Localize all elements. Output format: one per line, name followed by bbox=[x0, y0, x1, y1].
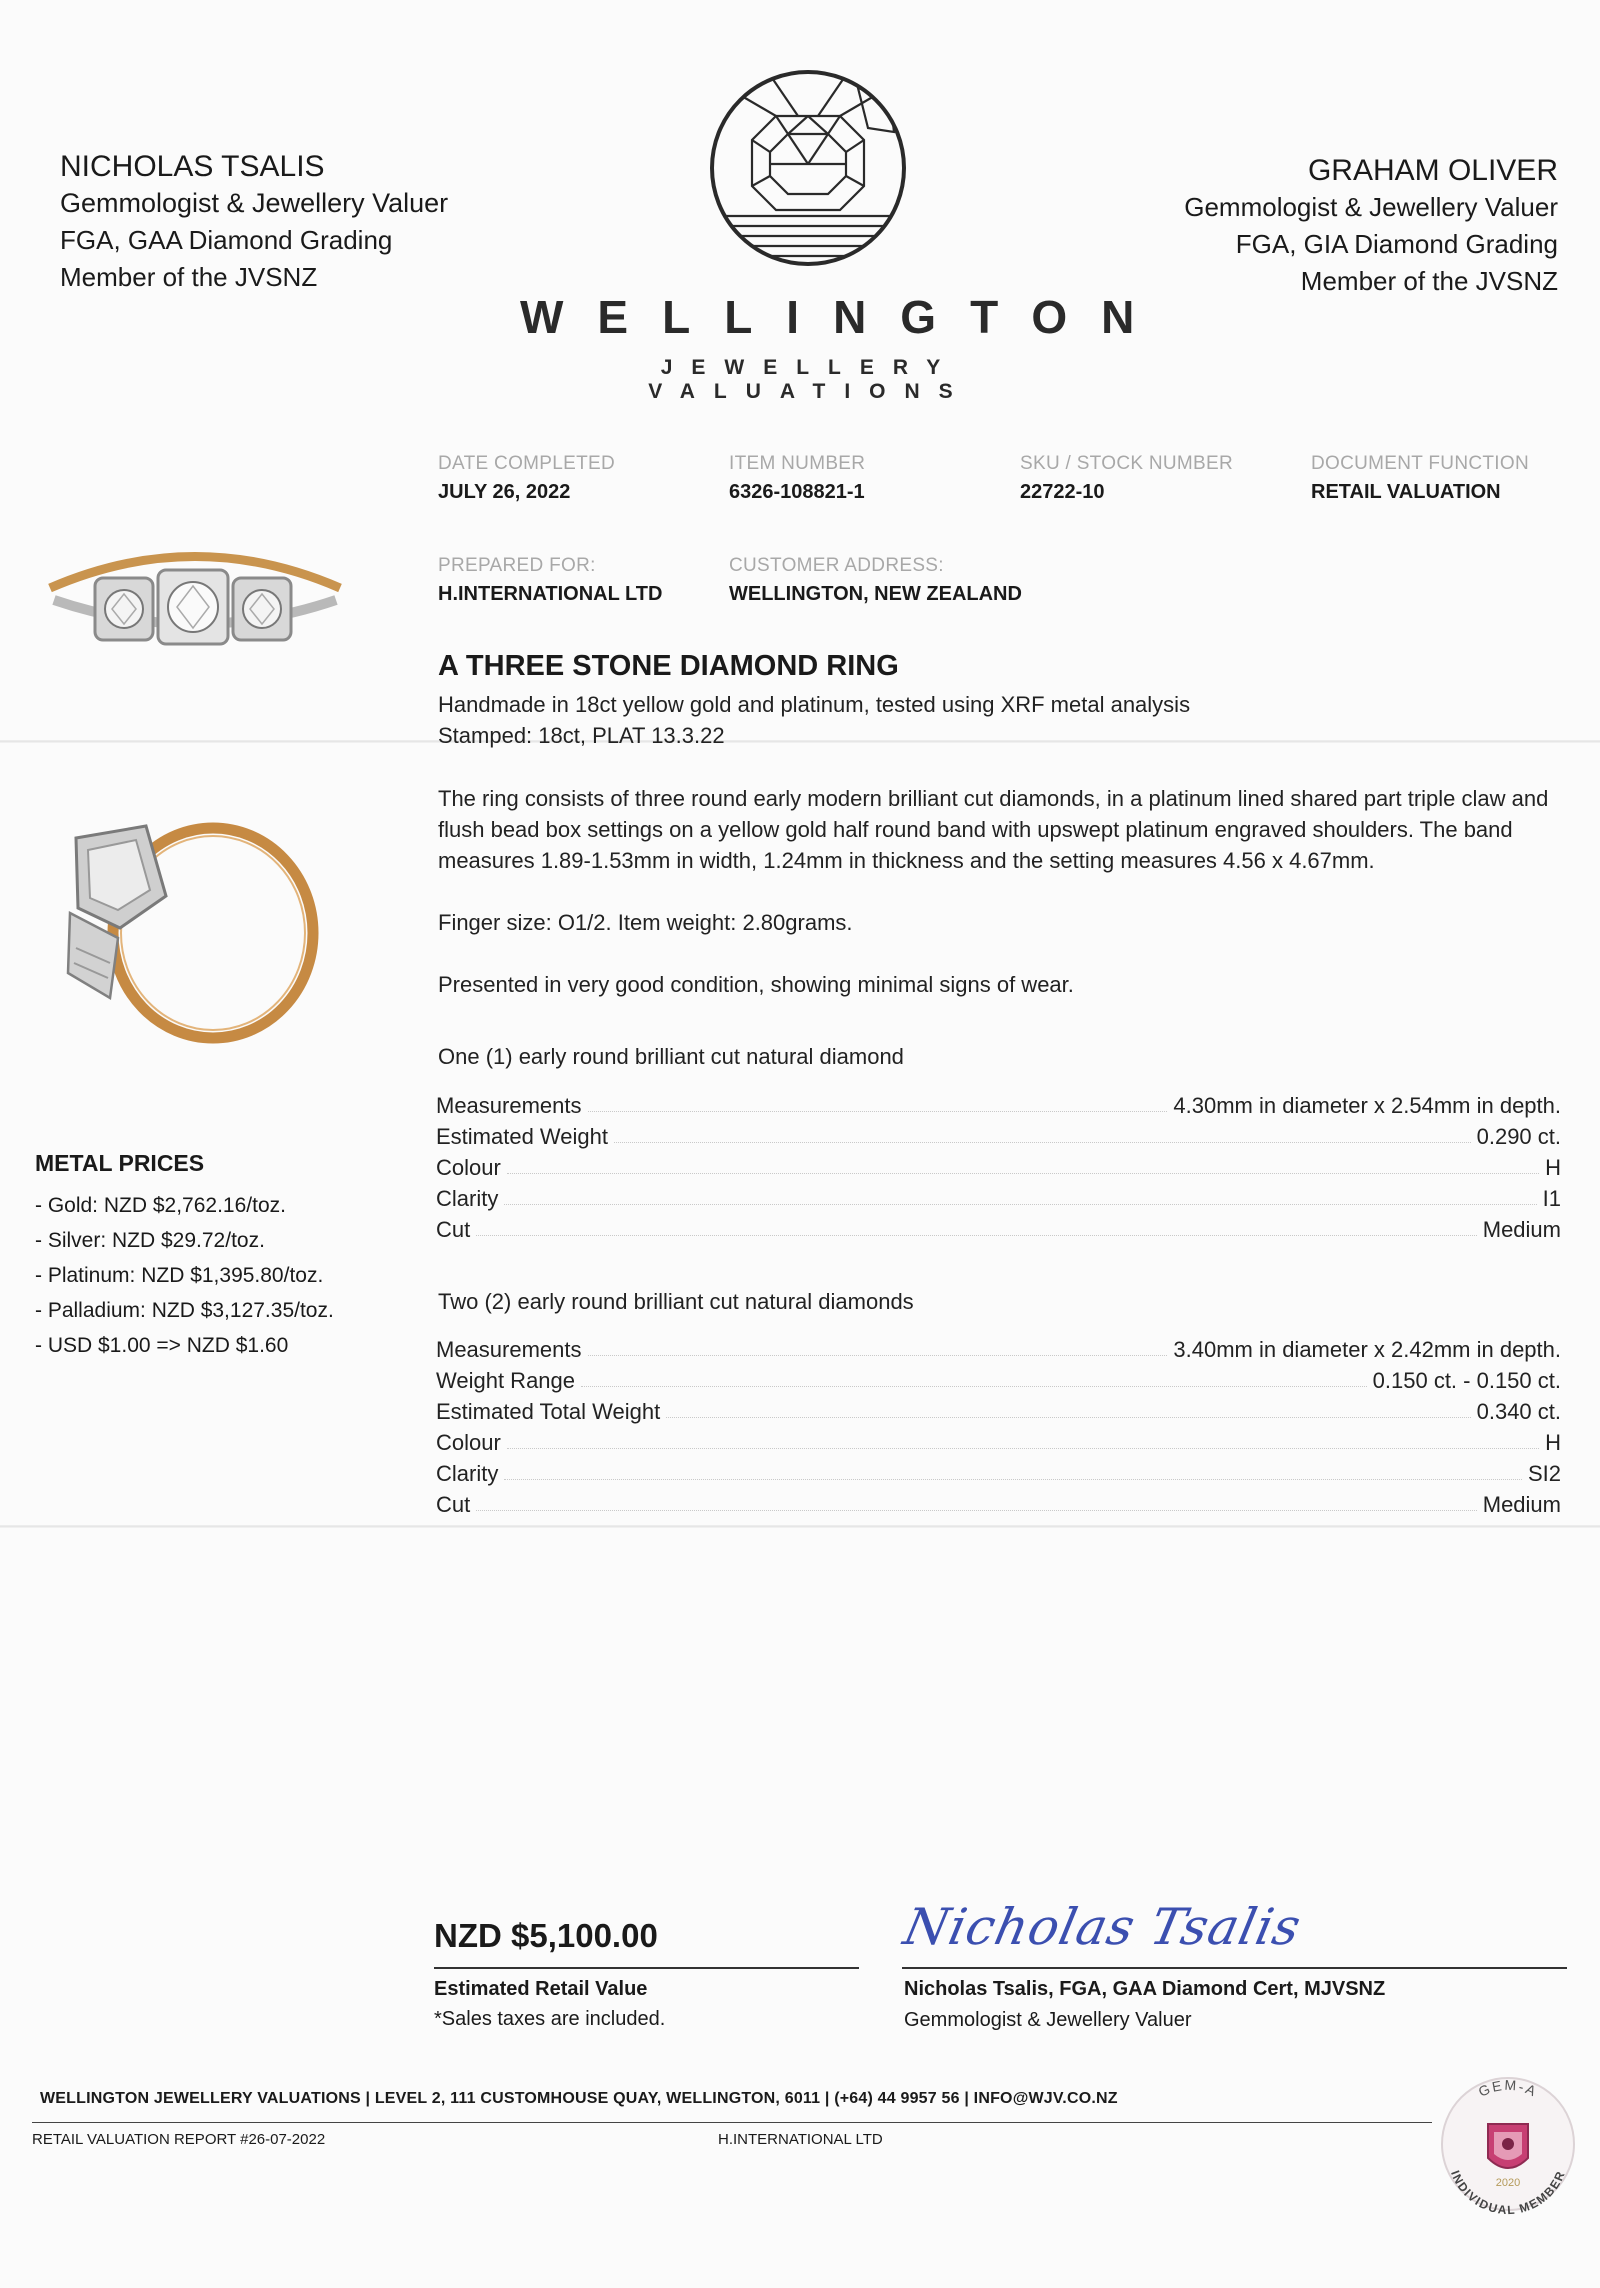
diamond-logo-icon bbox=[708, 68, 908, 268]
signature-title: Gemmologist & Jewellery Valuer bbox=[904, 2009, 1192, 2031]
spec-value: SI2 bbox=[1527, 1461, 1561, 1486]
stone-group-heading: One (1) early round brilliant cut natural diamond bbox=[438, 1044, 904, 1069]
appraiser-name: NICHOLAS TSALIS bbox=[60, 150, 325, 183]
signature-name: Nicholas Tsalis, FGA, GAA Diamond Cert, MJVSNZ bbox=[904, 1978, 1386, 2000]
spec-label: Estimated Weight bbox=[436, 1124, 609, 1149]
metal-prices-list bbox=[35, 1188, 334, 1363]
item-stamp: Stamped: 18ct, PLAT 13.3.22 bbox=[438, 723, 725, 748]
spec-value: Medium bbox=[1482, 1217, 1561, 1242]
spec-value: 0.340 ct. bbox=[1476, 1399, 1561, 1424]
dot-leader bbox=[507, 1448, 1539, 1449]
spec-row bbox=[436, 1425, 1561, 1456]
ring-top-view-image bbox=[40, 530, 350, 665]
meta-value: H.INTERNATIONAL LTD bbox=[438, 583, 663, 605]
dot-leader bbox=[476, 1235, 1477, 1236]
signature-script: Nicholas Tsalis bbox=[898, 1898, 1307, 1956]
spec-row bbox=[436, 1487, 1561, 1518]
spec-label: Colour bbox=[436, 1430, 501, 1455]
spec-row bbox=[436, 1181, 1561, 1212]
appraiser-left bbox=[60, 148, 448, 296]
brand-name: WELLINGTON bbox=[520, 291, 1169, 343]
dot-leader bbox=[614, 1142, 1471, 1143]
dot-leader bbox=[588, 1355, 1168, 1356]
appraiser-right bbox=[1184, 152, 1558, 300]
spec-row bbox=[436, 1363, 1561, 1394]
dot-leader bbox=[504, 1204, 1536, 1205]
spec-row bbox=[436, 1212, 1561, 1243]
item-condition: Presented in very good condition, showing minimal signs of wear. bbox=[438, 972, 1074, 997]
appraiser-title: Gemmologist & Jewellery Valuer bbox=[1184, 192, 1558, 222]
footer-client: H.INTERNATIONAL LTD bbox=[718, 2131, 883, 2148]
signature-rule bbox=[902, 1967, 1567, 1969]
meta-document-function bbox=[1311, 453, 1529, 504]
meta-item-number bbox=[729, 453, 865, 504]
dot-leader bbox=[581, 1386, 1367, 1387]
spec-row bbox=[436, 1456, 1561, 1487]
meta-label: DATE COMPLETED bbox=[438, 453, 615, 474]
spec-value: H bbox=[1545, 1430, 1561, 1455]
spec-label: Clarity bbox=[436, 1186, 499, 1211]
spec-value: 0.150 ct. - 0.150 ct. bbox=[1372, 1368, 1561, 1393]
footer-rule bbox=[32, 2122, 1432, 2123]
paper-fold bbox=[0, 740, 1600, 743]
spec-row bbox=[436, 1119, 1561, 1150]
spec-value: H bbox=[1545, 1155, 1561, 1180]
spec-value: I1 bbox=[1542, 1186, 1561, 1211]
meta-label: DOCUMENT FUNCTION bbox=[1311, 453, 1529, 474]
item-subtitle: Handmade in 18ct yellow gold and platinum, tested using XRF metal analysis bbox=[438, 692, 1191, 717]
appraiser-qualification: FGA, GAA Diamond Grading bbox=[60, 225, 393, 255]
appraiser-qualification: FGA, GIA Diamond Grading bbox=[1235, 229, 1558, 259]
stone-group-heading: Two (2) early round brilliant cut natural diamonds bbox=[438, 1289, 914, 1314]
dot-leader bbox=[476, 1510, 1477, 1511]
gem-a-badge-icon bbox=[1428, 2062, 1588, 2232]
meta-value: RETAIL VALUATION bbox=[1311, 481, 1501, 503]
ring-side-view-image bbox=[48, 798, 333, 1058]
metal-price-item: - Silver: NZD $29.72/toz. bbox=[35, 1229, 265, 1252]
meta-value: 6326-108821-1 bbox=[729, 481, 865, 503]
footer-report-id: RETAIL VALUATION REPORT #26-07-2022 bbox=[32, 2131, 326, 2148]
valuation-label: Estimated Retail Value bbox=[434, 1978, 648, 2000]
footer-company-line: WELLINGTON JEWELLERY VALUATIONS | LEVEL 2, 111 CUSTOMHOUSE QUAY, WELLINGTON, 6011 | (+64) 44 9957 56 | INFO@WJV.CO.NZ bbox=[40, 2090, 1118, 2107]
spec-label: Cut bbox=[436, 1492, 471, 1517]
meta-sku bbox=[1020, 453, 1233, 504]
badge-bottom-text: INDIVIDUAL MEMBER bbox=[1448, 2168, 1569, 2218]
meta-label: SKU / STOCK NUMBER bbox=[1020, 453, 1234, 474]
meta-customer-address bbox=[729, 555, 1022, 606]
paper-fold bbox=[0, 1525, 1600, 1528]
spec-value: 0.290 ct. bbox=[1476, 1124, 1561, 1149]
spec-row bbox=[436, 1088, 1561, 1119]
spec-label: Colour bbox=[436, 1155, 501, 1180]
meta-value: JULY 26, 2022 bbox=[438, 481, 571, 503]
meta-value: WELLINGTON, NEW ZEALAND bbox=[729, 583, 1022, 605]
spec-label: Clarity bbox=[436, 1461, 499, 1486]
metal-price-item: - Platinum: NZD $1,395.80/toz. bbox=[35, 1264, 324, 1287]
appraiser-membership: Member of the JVSNZ bbox=[60, 262, 318, 292]
dot-leader bbox=[504, 1479, 1522, 1480]
spec-label: Estimated Total Weight bbox=[436, 1399, 661, 1424]
spec-value: 4.30mm in diameter x 2.54mm in depth. bbox=[1173, 1093, 1561, 1118]
spec-row bbox=[436, 1150, 1561, 1181]
valuation-rule bbox=[434, 1967, 859, 1969]
badge-top-text: GEM-A bbox=[1475, 2076, 1541, 2100]
dot-leader bbox=[588, 1111, 1168, 1112]
item-description: The ring consists of three round early modern brilliant cut diamonds, in a platinum lined shared part triple claw and flush bead box settings on a yellow gold half round band with upswept platinum engraved shoulders. The band measures 1.89-1.53mm in width, 1.24mm in thickness and the setting measures 4.56 x 4.67mm. bbox=[438, 786, 1549, 873]
metal-price-item: - Gold: NZD $2,762.16/toz. bbox=[35, 1194, 286, 1217]
spec-label: Cut bbox=[436, 1217, 471, 1242]
badge-year: 2020 bbox=[1495, 2177, 1521, 2189]
spec-value: 3.40mm in diameter x 2.42mm in depth. bbox=[1173, 1337, 1561, 1362]
meta-label: ITEM NUMBER bbox=[729, 453, 866, 474]
appraiser-name: GRAHAM OLIVER bbox=[1307, 154, 1558, 187]
spec-value: Medium bbox=[1482, 1492, 1561, 1517]
meta-date-completed bbox=[438, 453, 615, 504]
metal-price-item: - Palladium: NZD $3,127.35/toz. bbox=[35, 1299, 334, 1322]
appraiser-title: Gemmologist & Jewellery Valuer bbox=[60, 188, 449, 218]
dot-leader bbox=[507, 1173, 1539, 1174]
appraiser-membership: Member of the JVSNZ bbox=[1300, 266, 1558, 296]
valuation-amount: NZD $5,100.00 bbox=[434, 1917, 658, 1954]
meta-value: 22722-10 bbox=[1020, 481, 1105, 503]
item-finger-size: Finger size: O1/2. Item weight: 2.80grams. bbox=[438, 910, 853, 935]
meta-label: CUSTOMER ADDRESS: bbox=[729, 555, 944, 576]
spec-label: Measurements bbox=[436, 1093, 582, 1118]
dot-leader bbox=[666, 1417, 1470, 1418]
valuation-note: *Sales taxes are included. bbox=[434, 2008, 666, 2030]
spec-row bbox=[436, 1394, 1561, 1425]
spec-label: Weight Range bbox=[436, 1368, 576, 1393]
metal-prices-heading: METAL PRICES bbox=[35, 1150, 205, 1176]
metal-price-item: - USD $1.00 => NZD $1.60 bbox=[35, 1334, 289, 1357]
spec-row bbox=[436, 1332, 1561, 1363]
meta-label: PREPARED FOR: bbox=[438, 555, 596, 576]
meta-prepared-for bbox=[438, 555, 662, 606]
spec-label: Measurements bbox=[436, 1337, 582, 1362]
item-title: A THREE STONE DIAMOND RING bbox=[438, 650, 899, 682]
brand-tagline: JEWELLERY VALUATIONS bbox=[648, 356, 972, 403]
